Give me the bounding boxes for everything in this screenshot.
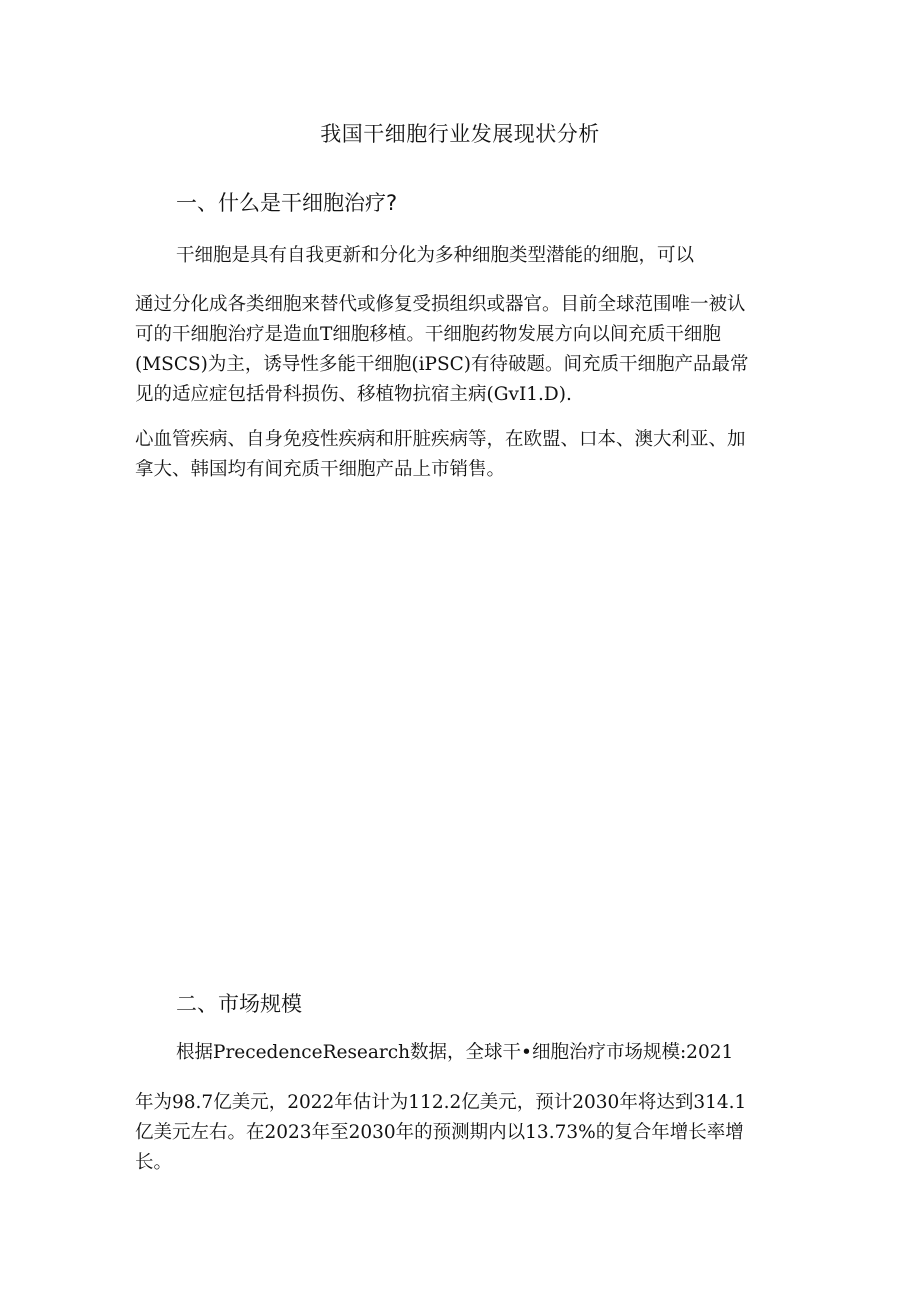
section1-para1-first-line: 干细胞是具有自我更新和分化为多种细胞类型潜能的细胞，可以 (176, 245, 695, 266)
paragraph-line: 可的干细胞治疗是造血T细胞移植。干细胞药物发展方向以间充质干细胞 (135, 324, 721, 345)
section-heading-market-size: 二、市场规模 (176, 992, 302, 1016)
paragraph-line: 通过分化成各类细胞来替代或修复受损组织或器官。目前全球范围唯一被认 (135, 294, 746, 315)
paragraph-line: 亿美元左右。在2023年至2030年的预测期内以13.73%的复合年增长率增 (135, 1122, 744, 1143)
paragraph-line: 拿大、韩国均有间充质干细胞产品上市销售。 (135, 459, 506, 480)
paragraph-line: (MSCS)为主，诱导性多能干细胞(iPSC)有待破题。间充质干细胞产品最常 (135, 354, 749, 375)
section1-paragraph1 (135, 290, 790, 410)
section-heading-what-is-stem-cell-therapy: 一、什么是干细胞治疗? (176, 191, 398, 215)
section2-paragraph1 (135, 1088, 790, 1178)
paragraph-line: 见的适应症包括骨科损伤、移植物抗宿主病(GvI1.D). (135, 384, 572, 405)
section1-paragraph2 (135, 425, 790, 485)
paragraph-line: 心血管疾病、自身免疫性疾病和肝脏疾病等，在欧盟、口本、澳大利亚、加 (135, 429, 746, 450)
paragraph-line: 长。 (135, 1152, 173, 1173)
document-title: 我国干细胞行业发展现状分析 (320, 122, 600, 146)
paragraph-line: 年为98.7亿美元，2022年估计为112.2亿美元，预计2030年将达到314.1 (135, 1092, 747, 1113)
section2-para1-first-line: 根据PrecedenceResearch数据，全球干•细胞治疗市场规模:2021 (176, 1042, 734, 1063)
